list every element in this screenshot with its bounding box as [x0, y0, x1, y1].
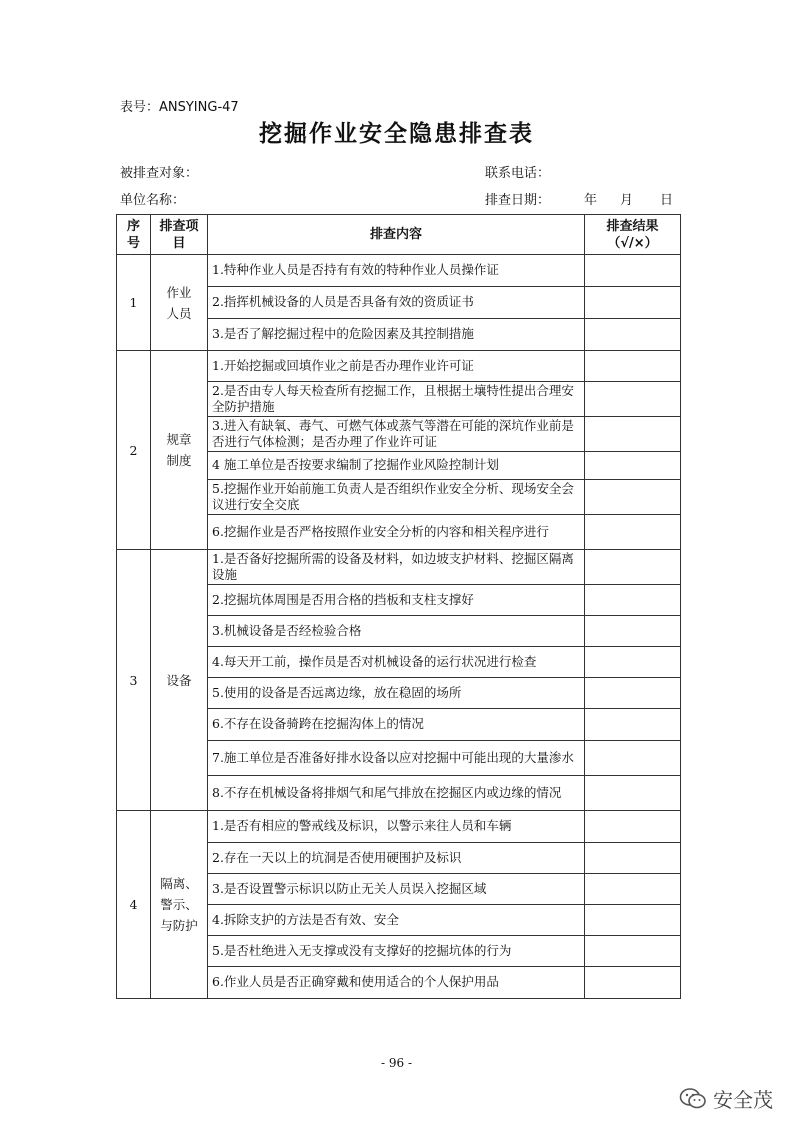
group-seq: 2 — [117, 351, 151, 550]
group-item: 规章 制度 — [151, 351, 208, 550]
check-content: 6.不存在设备骑跨在挖掘沟体上的情况 — [208, 709, 585, 741]
check-content: 3.是否设置警示标识以防止无关人员误入挖掘区域 — [208, 874, 585, 905]
check-content: 3.是否了解挖掘过程中的危险因素及其控制措施 — [208, 319, 585, 351]
check-content: 3.进入有缺氧、毒气、可燃气体或蒸气等潜在可能的深坑作业前是否进行气体检测；是否办理了作业许可证 — [208, 417, 585, 452]
check-content: 8.不存在机械设备将排烟气和尾气排放在挖掘区内或边缘的情况 — [208, 776, 585, 811]
inspected-object-label: 被排查对象： — [120, 166, 199, 181]
watermark-text: 安全茂 — [713, 1088, 773, 1112]
table-body — [117, 255, 681, 999]
unit-name-label: 单位名称： — [120, 193, 186, 208]
table-row — [117, 255, 681, 287]
result-cell[interactable] — [585, 585, 681, 616]
date-day-unit: 日 — [660, 193, 674, 208]
header-result — [585, 215, 681, 255]
header-result-mark: （√/×） — [607, 235, 658, 251]
result-cell[interactable] — [585, 452, 681, 480]
check-content: 2.指挥机械设备的人员是否具备有效的资质证书 — [208, 287, 585, 319]
table-row — [117, 351, 681, 382]
table-row — [117, 811, 681, 843]
check-content: 5.使用的设备是否远离边缘，放在稳固的场所 — [208, 678, 585, 709]
header-result-title: 排查结果 — [606, 218, 659, 234]
check-content: 2.是否由专人每天检查所有挖掘工作，且根据土壤特性提出合理安全防护措施 — [208, 382, 585, 417]
wechat-icon — [679, 1087, 707, 1111]
check-content: 4 施工单位是否按要求编制了挖掘作业风险控制计划 — [208, 452, 585, 480]
check-content: 6.作业人员是否正确穿戴和使用适合的个人保护用品 — [208, 967, 585, 999]
page-title: 挖掘作业安全隐患排查表 — [259, 121, 534, 147]
table-header-row — [117, 215, 681, 255]
result-cell[interactable] — [585, 480, 681, 515]
result-cell[interactable] — [585, 616, 681, 647]
result-cell[interactable] — [585, 776, 681, 811]
group-item: 隔离、 警示、 与防护 — [151, 811, 208, 999]
group-seq: 1 — [117, 255, 151, 351]
result-cell[interactable] — [585, 351, 681, 382]
inspection-date-label: 排查日期： — [485, 193, 551, 208]
group-item: 作业 人员 — [151, 255, 208, 351]
check-content: 1.特种作业人员是否持有有效的特种作业人员操作证 — [208, 255, 585, 287]
page-number: - 96 - — [380, 1056, 412, 1070]
result-cell[interactable] — [585, 741, 681, 776]
check-content: 4.拆除支护的方法是否有效、安全 — [208, 905, 585, 936]
check-content: 2.挖掘坑体周围是否用合格的挡板和支柱支撑好 — [208, 585, 585, 616]
result-cell[interactable] — [585, 967, 681, 999]
result-cell[interactable] — [585, 811, 681, 843]
check-content: 3.机械设备是否经检验合格 — [208, 616, 585, 647]
check-content: 5.是否杜绝进入无支撑或没有支撑好的挖掘坑体的行为 — [208, 936, 585, 967]
header-item: 排查项目 — [151, 215, 208, 255]
check-content: 1.开始挖掘或回填作业之前是否办理作业许可证 — [208, 351, 585, 382]
group-seq: 4 — [117, 811, 151, 999]
group-item: 设备 — [151, 550, 208, 811]
result-cell[interactable] — [585, 417, 681, 452]
date-month-unit: 月 — [620, 193, 634, 208]
inspection-table — [116, 214, 681, 999]
result-cell[interactable] — [585, 319, 681, 351]
check-content: 4.每天开工前，操作员是否对机械设备的运行状况进行检查 — [208, 647, 585, 678]
result-cell[interactable] — [585, 843, 681, 874]
result-cell[interactable] — [585, 287, 681, 319]
check-content: 1.是否备好挖掘所需的设备及材料，如边坡支护材料、挖掘区隔离设施 — [208, 550, 585, 585]
result-cell[interactable] — [585, 709, 681, 741]
result-cell[interactable] — [585, 936, 681, 967]
result-cell[interactable] — [585, 515, 681, 550]
check-content: 7.施工单位是否准备好排水设备以应对挖掘中可能出现的大量渗水 — [208, 741, 585, 776]
check-content: 2.存在一天以上的坑洞是否使用硬围护及标识 — [208, 843, 585, 874]
result-cell[interactable] — [585, 678, 681, 709]
header-seq: 序号 — [117, 215, 151, 255]
table-row — [117, 550, 681, 585]
result-cell[interactable] — [585, 874, 681, 905]
result-cell[interactable] — [585, 550, 681, 585]
check-content: 5.挖掘作业开始前施工负责人是否组织作业安全分析、现场安全会议进行安全交底 — [208, 480, 585, 515]
contact-phone-label: 联系电话： — [485, 166, 551, 181]
result-cell[interactable] — [585, 382, 681, 417]
check-content: 1.是否有相应的警戒线及标识，以警示来往人员和车辆 — [208, 811, 585, 843]
watermark — [679, 1084, 773, 1113]
header-content: 排查内容 — [208, 215, 585, 255]
check-content: 6.挖掘作业是否严格按照作业安全分析的内容和相关程序进行 — [208, 515, 585, 550]
date-year-unit: 年 — [584, 193, 598, 208]
result-cell[interactable] — [585, 255, 681, 287]
result-cell[interactable] — [585, 905, 681, 936]
group-seq: 3 — [117, 550, 151, 811]
result-cell[interactable] — [585, 647, 681, 678]
form-number: 表号：ANSYING-47 — [120, 100, 239, 115]
